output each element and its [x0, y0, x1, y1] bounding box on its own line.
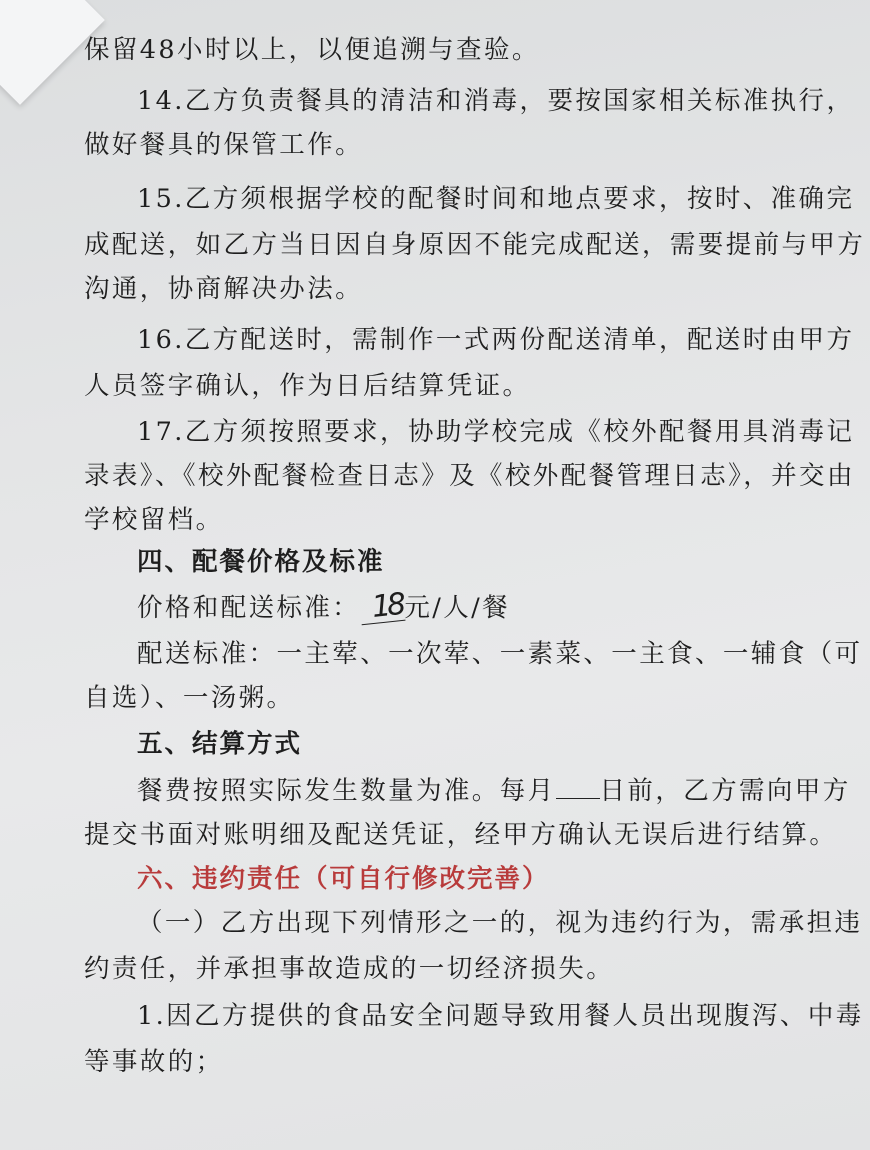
- section-5-heading: 五、结算方式: [137, 729, 303, 759]
- clause-17-line-1: 17.乙方须按照要求，协助学校完成《校外配餐用具消毒记: [137, 417, 855, 447]
- handwritten-price: 18: [359, 590, 406, 625]
- clause-17-line-2: 录表》、《校外配餐检查日志》及《校外配餐管理日志》，并交由: [84, 461, 855, 491]
- settlement-line-2: 提交书面对账明细及配送凭证，经甲方确认无误后进行结算。: [84, 820, 838, 850]
- section-6-heading: 六、违约责任（可自行修改完善）: [137, 864, 550, 894]
- text-line: 保留48小时以上，以便追溯与查验。: [84, 35, 540, 65]
- clause-15-line-1: 15.乙方须根据学校的配餐时间和地点要求，按时、准确完: [137, 184, 855, 214]
- settlement-text-a: 餐费按照实际发生数量为准。每月: [137, 776, 556, 806]
- price-line: [137, 585, 510, 631]
- clause-14-line-2: 做好餐具的保管工作。: [84, 130, 364, 160]
- breach-item-1-line-1: 1.因乙方提供的食品安全问题导致用餐人员出现腹泻、中毒: [137, 1001, 864, 1031]
- settlement-line-1: [137, 768, 851, 814]
- delivery-standard-line-1: 配送标准：一主荤、一次荤、一素菜、一主食、一辅食（可: [137, 639, 863, 669]
- settlement-text-b: 日前，乙方需向甲方: [599, 776, 851, 806]
- clause-15-line-2: 成配送，如乙方当日因自身原因不能完成配送，需要提前与甲方: [84, 230, 866, 260]
- clause-16-line-2: 人员签字确认，作为日后结算凭证。: [84, 371, 531, 401]
- price-unit: 元/人/餐: [404, 593, 511, 623]
- breach-line-1: （一）乙方出现下列情形之一的，视为违约行为，需承担违: [137, 908, 863, 938]
- breach-line-2: 约责任，并承担事故造成的一切经济损失。: [84, 954, 615, 984]
- clause-14-line-1: 14.乙方负责餐具的清洁和消毒，要按国家相关标准执行，: [137, 86, 855, 116]
- clause-15-line-3: 沟通，协商解决办法。: [84, 274, 364, 304]
- date-blank: [556, 770, 600, 799]
- breach-item-1-line-2: 等事故的；: [84, 1047, 224, 1077]
- clause-16-line-1: 16.乙方配送时，需制作一式两份配送清单，配送时由甲方: [137, 325, 855, 355]
- price-label: 价格和配送标准：: [137, 593, 361, 623]
- delivery-standard-line-2: 自选）、一汤粥。: [84, 683, 295, 713]
- section-4-heading: 四、配餐价格及标准: [137, 547, 385, 577]
- clause-17-line-3: 学校留档。: [84, 505, 224, 535]
